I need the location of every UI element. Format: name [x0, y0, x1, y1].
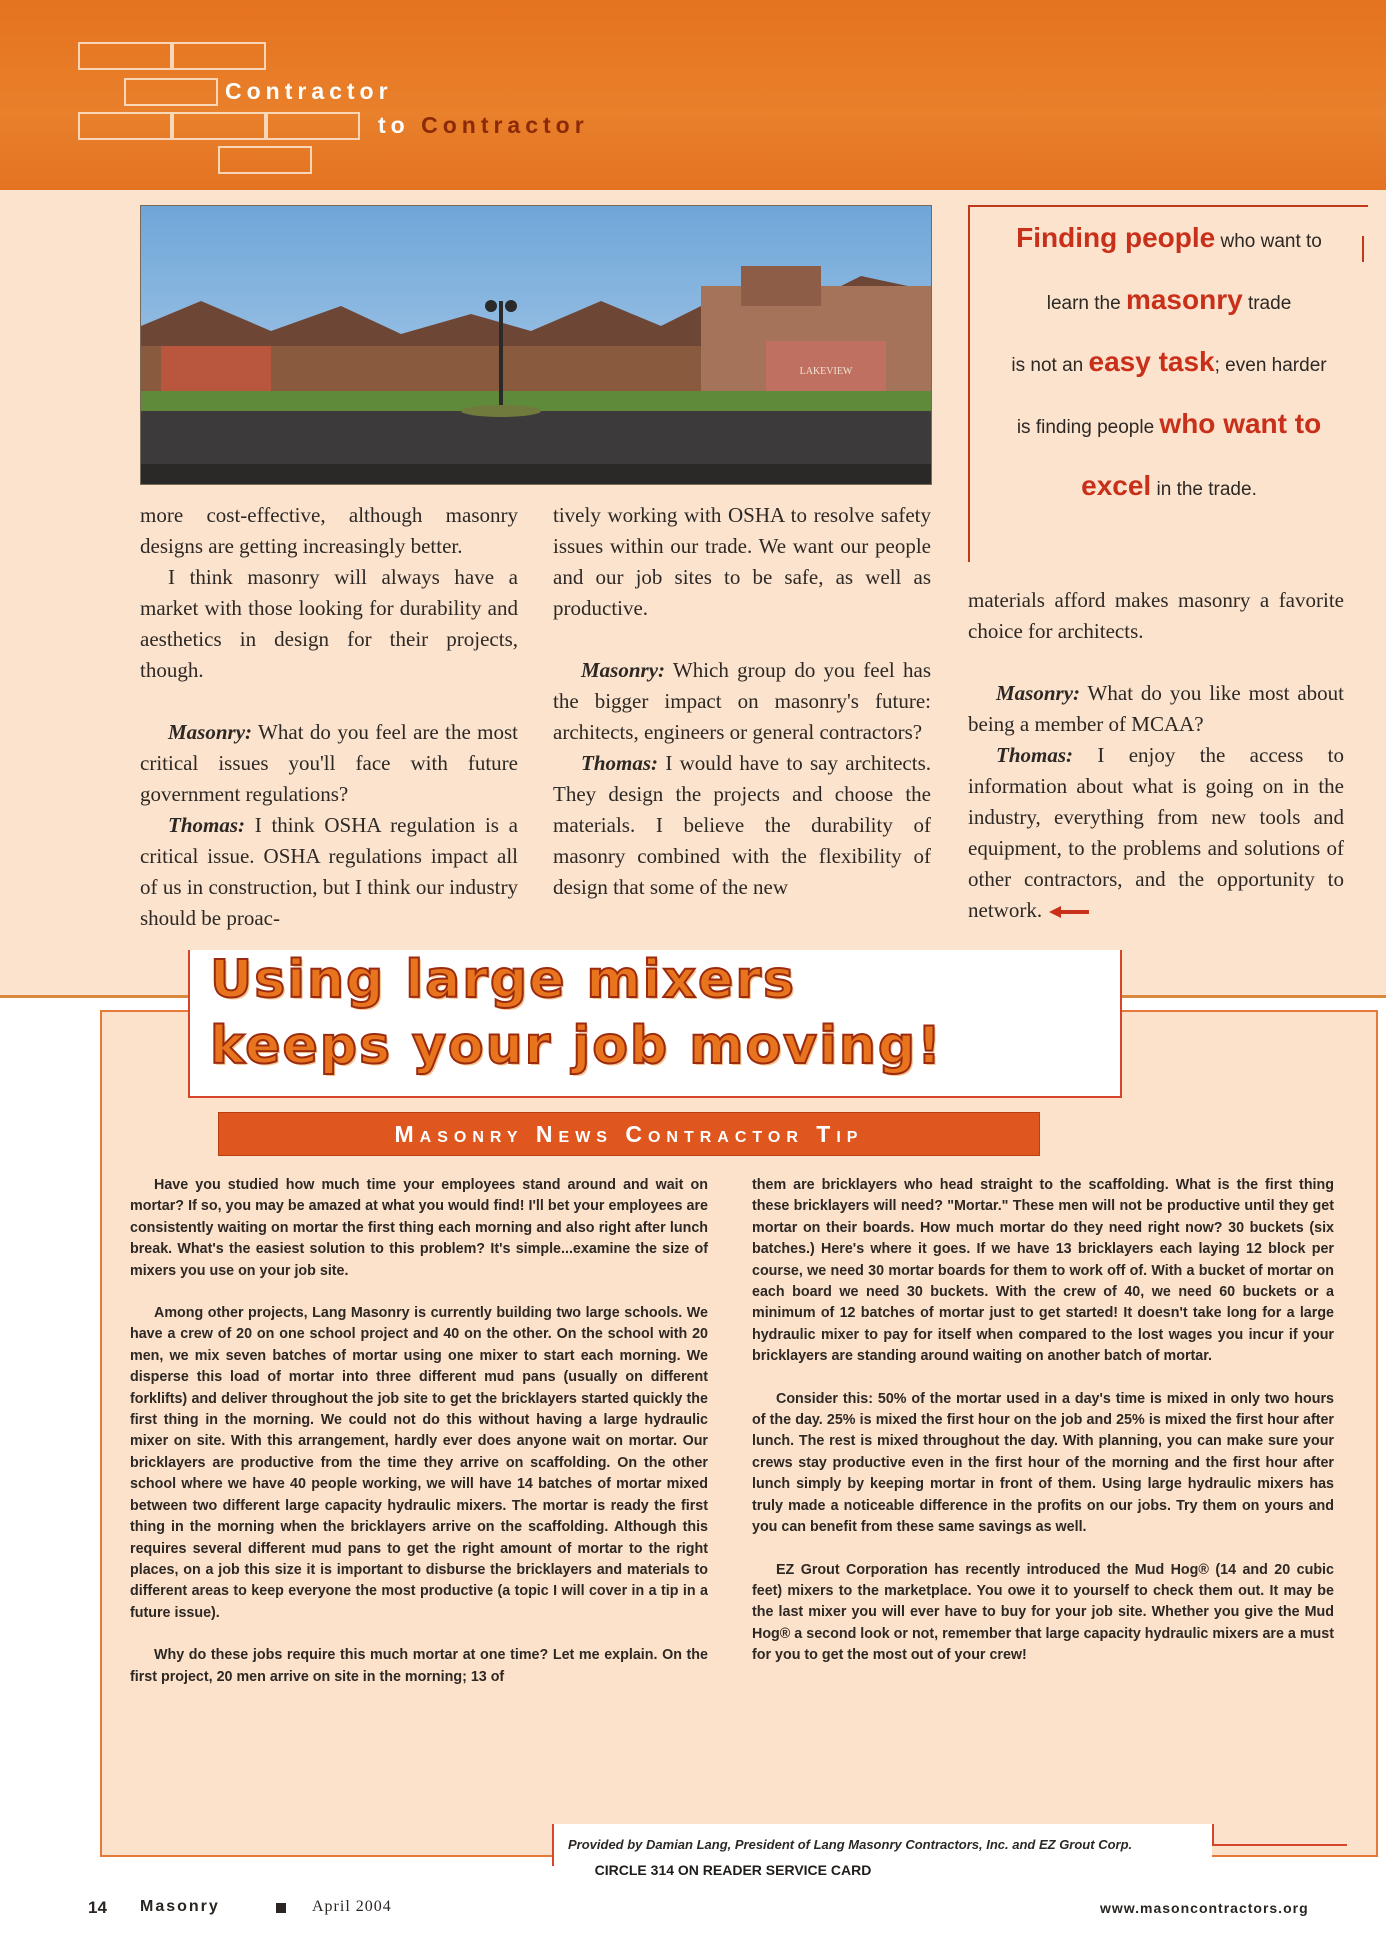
pull-quote-text: in the trade. [1151, 479, 1257, 500]
pull-quote-line [970, 455, 1368, 517]
issue-date: April 2004 [312, 1898, 392, 1915]
brick-outline [172, 42, 266, 70]
answer-label: Thomas: [996, 743, 1074, 767]
section-title-line1: Contractor [225, 78, 393, 104]
pull-quote-text: who want to [1215, 231, 1322, 252]
section-title-line2 [378, 112, 589, 139]
answer-label: Thomas: [581, 751, 659, 775]
brick-outline [78, 112, 172, 140]
pull-quote-line [970, 269, 1368, 331]
answer-text: I think OSHA regulation is a critical issue. OSHA regulations impact all of us in construction, but I think our industry should be proac- [140, 813, 519, 930]
pull-quote-line [970, 207, 1368, 269]
question-label: Masonry: [581, 658, 666, 682]
tip-paragraph: Have you studied how much time your employees stand around and wait on mortar? If so, you may be amazed at what you would find! I'll bet your employees are consistently waiting on mortar the first thing each morning and also right after lunch break. What's the easiest solution to this problem? It's simple...examine the size of mixers you use on your job site. [130, 1177, 708, 1279]
pull-quote-emphasis: excel [1081, 470, 1152, 501]
question-3 [968, 678, 1344, 740]
pull-quote-rule [1362, 236, 1364, 262]
section-title-prefix: to [378, 112, 422, 138]
entrance-sign-text: LAKEVIEW [799, 366, 853, 377]
paragraph: I think masonry will always have a market with those looking for durability and aesthetics in design for their projects, though. [140, 565, 518, 682]
article-column-1 [140, 500, 518, 934]
tip-title-box [188, 950, 1122, 1098]
answer-text: I enjoy the access to information about what is going on in the industry, everything from new tools and equipment, to the problems and solutions of other contractors, and the opportunity to network. [968, 743, 1344, 922]
question-label: Masonry: [168, 720, 253, 744]
tip-credit: Provided by Damian Lang, President of Lang Masonry Contractors, Inc. and EZ Grout Corp. [552, 1824, 1212, 1866]
pull-quote-emphasis: easy task [1088, 346, 1215, 377]
question-label: Masonry: [996, 681, 1081, 705]
pull-quote-text: learn the [1046, 293, 1126, 314]
brick-outline [124, 78, 218, 106]
answer-3 [968, 740, 1344, 926]
answer-2 [553, 748, 931, 903]
brick-outline [78, 42, 172, 70]
pull-quote-emphasis: masonry [1125, 284, 1243, 315]
tip-title-line2: keeps your job moving! [210, 1016, 943, 1076]
question-text: Which group do you feel has the bigger impact on masonry's future: architects, engineers or general contractors? [553, 658, 931, 744]
page-number: 14 [88, 1898, 107, 1917]
reader-service-notice: CIRCLE 314 ON READER SERVICE CARD [594, 1862, 872, 1878]
answer-label: Thomas: [168, 813, 246, 837]
credit-rule-tick [1212, 1824, 1214, 1846]
pull-quote [968, 205, 1368, 562]
article-column-2 [553, 500, 931, 903]
pull-quote-emphasis: who want to [1159, 408, 1322, 439]
question-1 [140, 717, 518, 810]
credit-rule [1212, 1844, 1347, 1846]
section-title-accent: Contractor [421, 112, 589, 138]
campus-photo-illustration [141, 206, 931, 484]
question-2 [553, 655, 931, 748]
footer-square-icon [276, 1903, 286, 1913]
tip-banner: Masonry News Contractor Tip [218, 1112, 1040, 1156]
tip-paragraph: Why do these jobs require this much mortar at one time? Let me explain. On the first project, 20 men arrive on site in the morning; 13 of [130, 1647, 708, 1685]
end-of-article-icon [1047, 905, 1091, 919]
tip-paragraph: EZ Grout Corporation has recently introduced the Mud Hog® (14 and 20 cubic feet) mixers to the marketplace. You owe it to yourself to check them out. It may be the last mixer you will ever have to buy for your job site. Whether you give the Mud Hog® a second look or not, remember that large capacity hydraulic mixers are a must for you to get the most out of your crew! [752, 1561, 1334, 1664]
section-header [0, 0, 1386, 192]
question-text: What do you feel are the most critical issues you'll face with future government regulations? [140, 720, 519, 806]
pull-quote-line [970, 393, 1368, 455]
answer-1 [140, 810, 518, 934]
pull-quote-line [970, 331, 1368, 393]
article-column-3 [968, 585, 1344, 926]
pull-quote-text: ; even harder [1214, 355, 1327, 376]
paragraph: materials afford makes masonry a favorite choice for architects. [968, 588, 1344, 643]
campus-photo [140, 205, 932, 485]
pull-quote-emphasis: Finding people [1016, 222, 1216, 253]
website-url: www.masoncontractors.org [1100, 1900, 1309, 1916]
page-footer [0, 1890, 1386, 1930]
tip-paragraph: Among other projects, Lang Masonry is currently building two large schools. We have a crew of 20 on one school project and 40 on the other. On the school with 20 men, we mix seven batches of mortar using one mixer to start each morning. We disperse this load of mortar into three different mud pans (usually on different forklifts) and deliver throughout the job site to get the bricklayers started quickly the first thing in the morning. We could not do this without having a large hydraulic mixer on site. With this arrangement, hardly ever does anyone wait on mortar. Our bricklayers are productive from the time they arrive on scaffolding. On the other school where we have 40 people working, we will have 14 batches of mortar mixed between two different large capacity hydraulic mixers. The mortar is ready the first thing in the morning when the bricklayers arrive on the scaffolding. Although this requires several different mud pans to get the right amount of mortar to the right places, on a job this size it is important to disburse the bricklayers and materials to different areas to keep everyone the most productive (a topic I will cover in a tip in a future issue). [130, 1305, 708, 1621]
tip-column-left [130, 1175, 708, 1709]
answer-text: I would have to say architects. They design the projects and choose the materials. I believe the durability of masonry combined with the flexibility of design that some of the new [553, 751, 932, 899]
question-text: What do you like most about being a member of MCAA? [968, 681, 1345, 736]
paragraph: tively working with OSHA to resolve safety issues within our trade. We want our people and our job sites to be safe, as well as productive. [553, 503, 931, 620]
tip-paragraph: them are bricklayers who head straight to the scaffolding. What is the first thing these bricklayers will need? "Mortar." These men will not be productive until they get mortar on their boards. How much mortar do they need right now? 30 buckets (six batches.) Here's where it goes. If we have 13 bricklayers each laying 12 block per course, we need 30 mortar boards for them to work off of. With a bucket of mortar on each board we need 30 buckets. With the crew of 40, we need 60 buckets or a minimum of 12 batches of mortar just to get started! It doesn't take long for a large hydraulic mixer to pay for itself when compared to the lost wages you incur if your bricklayers are standing around waiting on another batch of mortar. [752, 1177, 1334, 1365]
brick-outline [266, 112, 360, 140]
magazine-name: Masonry [140, 1898, 220, 1915]
pull-quote-text: trade [1242, 293, 1292, 314]
pull-quote-text: is finding people [1016, 417, 1160, 438]
paragraph: more cost-effective, although masonry designs are getting increasingly better. [140, 503, 518, 558]
tip-paragraph: Consider this: 50% of the mortar used in a day's time is mixed in only two hours of the day. 25% is mixed the first hour on the job and 25% is mixed the first hour after lunch. The rest is mixed throughout the day. With planning, you can make sure your crews stay productive even in the first hour of the morning and the first hour after lunch simply by keeping mortar in front of them. Using large hydraulic mixers has truly made a noticeable difference in the profits on our jobs. Try them on yours and you can benefit from these same savings as well. [752, 1390, 1334, 1536]
tip-column-right [752, 1175, 1334, 1688]
pull-quote-text: is not an [1011, 355, 1089, 376]
brick-outline [172, 112, 266, 140]
tip-title-line1: Using large mixers [210, 950, 796, 1010]
brick-outline [218, 146, 312, 174]
